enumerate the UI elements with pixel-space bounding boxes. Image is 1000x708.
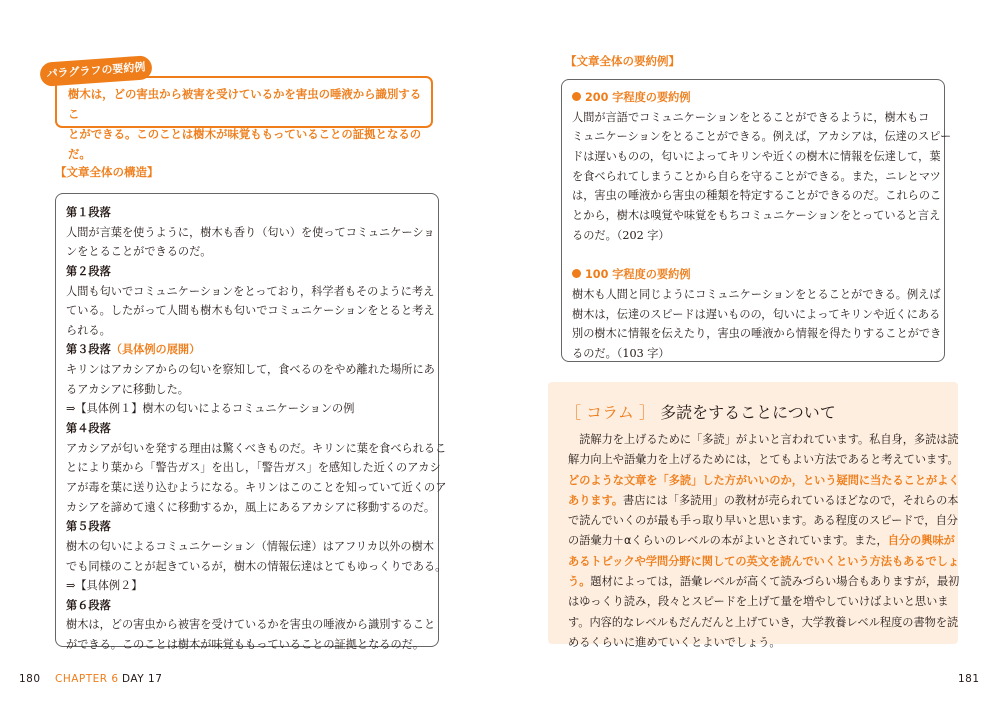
structure-line: アが毒を葉に送り込むようになる。キリンはこのことを知っていて近くのア xyxy=(66,480,447,494)
paragraph-summary-line: 樹木は，どの害虫から被害を受けているかを害虫の唾液から識別するこ xyxy=(68,87,422,121)
structure-line: 樹木の匂いによるコミュニケーション（情報伝達）はアフリカ以外の樹木 xyxy=(66,539,434,553)
summary-200-heading-label: 200 字程度の要約例 xyxy=(585,91,691,104)
day-label: DAY 17 xyxy=(122,673,163,685)
column-line xyxy=(568,552,960,572)
bullet-dot-icon xyxy=(572,269,581,278)
page-number-left: 180 xyxy=(19,673,41,685)
structure-line: アカシアが匂いを発する理由は驚くべきものだ。キリンに葉を食べられるこ xyxy=(66,441,447,455)
column-line xyxy=(568,613,959,633)
column-text-segment: す。内容的なレベルもだんだんと上げていき，大学教養レベル程度の書物を読 xyxy=(568,615,959,629)
page-number-right: 181 xyxy=(958,673,980,685)
summary-text xyxy=(572,88,952,364)
column-highlight-text: あるトピックや学問分野に関しての英文を読んでいくという方法もあるでしょ xyxy=(568,554,960,568)
structure-line-para3 xyxy=(66,340,434,360)
paragraph-summary-line: とができる。このことは樹木が味覚ももっていることの証拠となるのだ。 xyxy=(68,127,422,161)
column-label: ［ コラム ］ xyxy=(565,403,656,422)
column-text-segment: の語彙力＋αくらいのレベルの本がよいとされています。また， xyxy=(568,534,888,548)
structure-line: ンをとることができるのだ。 xyxy=(66,245,212,259)
column-highlight-text: う。 xyxy=(568,575,591,589)
column-title xyxy=(565,400,836,423)
example-expansion-note: （具体例の展開） xyxy=(110,342,201,357)
column-text-segment: 書店には「多読用」の教材が売られているほどなので，それらの本 xyxy=(623,493,959,507)
chapter-label: CHAPTER 6 xyxy=(55,673,119,685)
summary-100-line: 樹木も人間と同じようにコミュニケーションをとることができる。例えば xyxy=(572,287,941,301)
structure-line: ができる。このことは樹木が味覚ももっていることの証拠となるのだ。 xyxy=(66,638,425,652)
column-text-segment: めるくらいに進めていくとよいでしょう。 xyxy=(568,635,781,649)
summary-100-line: 樹木は，伝達のスピードは遅いものの，匂いによってキリンや近くにある xyxy=(572,307,941,321)
summary-200-line: とから，樹木は嗅覚や味覚をもちコミュニケーションをとっていると言え xyxy=(572,209,941,223)
structure-line: 第４段落 xyxy=(66,421,111,436)
column-text-segment: で読んでいくのが最も手っ取り早いと思います。ある程度のスピードで，自分 xyxy=(568,514,958,528)
summary-heading: 【文章全体の要約例】 xyxy=(565,54,680,68)
structure-line: キリンはアカシアからの匂いを察知して，食べるのをやめ離れた場所にあ xyxy=(66,363,435,377)
summary-200-line: ミュニケーションをとることができる。例えば，アカシアは，伝達のスピー xyxy=(572,130,952,144)
column-line xyxy=(568,531,955,551)
column-line xyxy=(568,572,960,592)
column-line xyxy=(568,511,958,531)
structure-line: カシアを諦めて遠くに移動するか，風上にあるアカシアに移動するのだ。 xyxy=(66,500,436,514)
column-line xyxy=(568,450,959,470)
column-line xyxy=(568,633,948,653)
structure-line: ⇒【具体例１】樹木の匂いによるコミュニケーションの例 xyxy=(66,402,355,416)
column-text xyxy=(568,430,960,653)
structure-line: ⇒【具体例２】 xyxy=(66,579,143,593)
structure-line: 第２段落 xyxy=(66,263,111,278)
summary-100-heading-label: 100 字程度の要約例 xyxy=(585,268,691,282)
column-highlight-text: どのような文章を「多読」した方がいいのか，という疑問に当たることがよく xyxy=(568,473,960,487)
summary-spacer xyxy=(572,246,938,266)
column-text-segment: 読解力を上げるために「多読」がよいと言われています。私自身，多読は読 xyxy=(568,433,959,446)
structure-heading: 【文章全体の構造】 xyxy=(55,165,159,179)
structure-line: られる。 xyxy=(66,323,111,337)
paragraph-summary-text xyxy=(68,84,426,164)
structure-line: ている。したがって人間も樹木も匂いでコミュニケーションをとると考え xyxy=(66,304,435,318)
structure-line: 第３段落 xyxy=(66,342,111,357)
structure-line: るアカシアに移動した。 xyxy=(66,382,189,396)
summary-200-line: るのだ。（202 字） xyxy=(572,228,670,242)
summary-100-heading xyxy=(572,265,938,285)
structure-line: 樹木は，どの害虫から被害を受けているかを害虫の唾液から識別すること xyxy=(66,618,436,632)
structure-line: とにより葉から「警告ガス」を出し，「警告ガス」を感知した近くのアカシ xyxy=(66,461,441,475)
structure-line: でも同様のことが起きているが，樹木の情報伝達はとてもゆっくりである。 xyxy=(66,559,447,573)
structure-line: 人間が言葉を使うように，樹木も香り（匂い）を使ってコミュニケーショ xyxy=(66,225,435,239)
summary-200-line: ドは遅いものの，匂いによってキリンや近くの樹木に情報を伝達して，葉 xyxy=(572,150,941,164)
summary-100-line: 別の樹木に情報を伝えたり，害虫の唾液から情報を得たりすることができ xyxy=(572,327,942,341)
column-highlight-text: 自分の興味が xyxy=(887,534,955,548)
summary-200-line: を食べられてしまうことから自らを守ることができる。また，ニレとマツ xyxy=(572,169,941,183)
column-line xyxy=(568,491,959,511)
column-line xyxy=(568,471,960,491)
summary-100-line: るのだ。（103 字） xyxy=(572,346,670,360)
column-line xyxy=(568,430,959,450)
structure-line: 第６段落 xyxy=(66,597,111,612)
paragraph-summary-tag: パラグラフの要約例 xyxy=(39,55,152,87)
structure-line: 第５段落 xyxy=(66,519,111,534)
column-text-segment: はゆっくり読み，段々とスピードを上げて量を増やしていけばよいと思いま xyxy=(568,595,949,609)
summary-200-heading xyxy=(572,88,938,108)
column-highlight-text: あります。 xyxy=(568,493,624,507)
structure-text xyxy=(66,203,447,655)
summary-200-line: 人間が言語でコミュニケーションをとることができるように，樹木もコ xyxy=(572,110,930,124)
summary-200-line: は，害虫の唾液から害虫の種類を特定することができるのだ。これらのこ xyxy=(572,189,942,203)
column-text-segment: 題材によっては，語彙レベルが高くて読みづらい場合もありますが，最初 xyxy=(590,575,960,589)
column-title-text: 多読をすることについて xyxy=(660,403,836,422)
structure-line: 人間も匂いでコミュニケーションをとっており，科学者もそのように考え xyxy=(66,284,435,298)
column-text-segment: 解力向上や語彙力を上げるためには，とてもよい方法であると考えています。 xyxy=(568,453,959,467)
bullet-dot-icon xyxy=(572,92,581,101)
structure-line: 第１段落 xyxy=(66,205,111,219)
column-line xyxy=(568,592,948,612)
